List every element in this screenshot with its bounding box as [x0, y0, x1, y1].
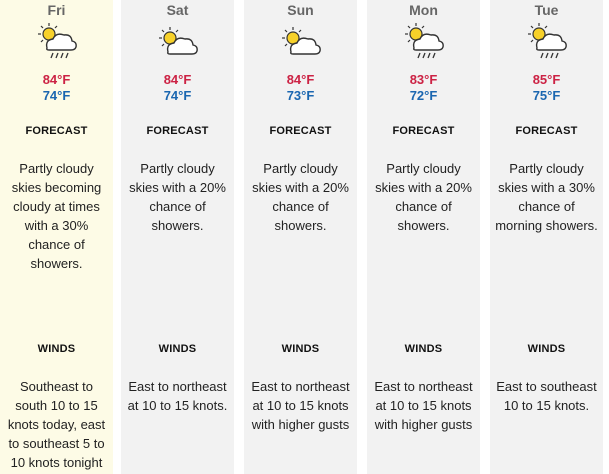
day-column-fri: [0, 0, 113, 474]
winds-description: [248, 377, 353, 434]
forecast-line: Partly cloudy: [19, 161, 94, 176]
forecast-line: Partly cloudy: [509, 161, 584, 176]
day-column-mon: [367, 0, 480, 474]
winds-line: south 10 to 15: [15, 398, 98, 413]
low-temperature: 74°F: [42, 88, 71, 103]
partly-cloudy-icon: [279, 22, 323, 62]
forecast-heading: FORECAST: [392, 125, 455, 137]
forecast-line: chance of: [28, 237, 85, 252]
forecast-heading: FORECAST: [515, 125, 578, 137]
forecast-description: [248, 159, 353, 235]
forecast-line: skies with a 20%: [375, 180, 472, 195]
winds-line: at 10 to 15 knots.: [127, 398, 228, 413]
winds-line: 10 to 15 knots.: [503, 398, 590, 413]
high-temperature: 85°F: [532, 72, 561, 87]
winds-description: [371, 377, 476, 434]
forecast-line: chance of: [149, 199, 206, 214]
forecast-line: skies with a 20%: [129, 180, 226, 195]
rain-partly-cloudy-icon: [35, 22, 79, 62]
day-column-tue: [490, 0, 603, 474]
day-name: Tue: [534, 2, 559, 18]
high-temperature: 84°F: [42, 72, 71, 87]
high-temperature: 84°F: [163, 72, 192, 87]
winds-description: [4, 377, 109, 472]
winds-line: East to northeast: [251, 379, 350, 394]
day-name: Mon: [409, 2, 438, 18]
winds-line: East to northeast: [374, 379, 473, 394]
low-temperature: 74°F: [163, 88, 192, 103]
winds-line: 10 knots tonight: [10, 455, 103, 470]
winds-line: Southeast to: [20, 379, 93, 394]
high-temperature: 84°F: [286, 72, 315, 87]
winds-heading: WINDS: [527, 343, 566, 355]
winds-line: with higher gusts: [251, 417, 350, 432]
high-temperature: 83°F: [409, 72, 438, 87]
winds-heading: WINDS: [158, 343, 197, 355]
winds-line: East to northeast: [128, 379, 227, 394]
forecast-line: cloudy at times: [13, 199, 100, 214]
rain-partly-cloudy-icon: [402, 22, 446, 62]
winds-line: East to southeast: [496, 379, 597, 394]
forecast-line: skies with a 30%: [498, 180, 595, 195]
winds-description: [494, 377, 599, 415]
forecast-heading: FORECAST: [269, 125, 332, 137]
winds-line: with higher gusts: [374, 417, 473, 432]
forecast-line: showers.: [397, 218, 450, 233]
forecast-line: skies with a 20%: [252, 180, 349, 195]
forecast-description: [371, 159, 476, 235]
forecast-description: [4, 159, 109, 273]
forecast-line: showers.: [151, 218, 204, 233]
winds-line: at 10 to 15 knots: [252, 398, 349, 413]
winds-heading: WINDS: [37, 343, 76, 355]
day-column-sat: [121, 0, 234, 474]
forecast-line: Partly cloudy: [263, 161, 338, 176]
forecast-line: Partly cloudy: [140, 161, 215, 176]
forecast-heading: FORECAST: [146, 125, 209, 137]
forecast-heading: FORECAST: [25, 125, 88, 137]
day-name: Fri: [47, 2, 66, 18]
forecast-line: morning showers.: [495, 218, 598, 233]
forecast-line: skies becoming: [11, 180, 102, 195]
forecast-line: chance of: [272, 199, 329, 214]
day-name: Sat: [166, 2, 189, 18]
forecast-description: [494, 159, 599, 235]
low-temperature: 72°F: [409, 88, 438, 103]
winds-line: to southeast 5 to: [8, 436, 105, 451]
forecast-line: with a 30%: [24, 218, 89, 233]
forecast-description: [125, 159, 230, 235]
winds-description: [125, 377, 230, 415]
winds-line: at 10 to 15 knots: [375, 398, 472, 413]
day-name: Sun: [287, 2, 314, 18]
winds-heading: WINDS: [404, 343, 443, 355]
low-temperature: 75°F: [532, 88, 561, 103]
forecast-line: Partly cloudy: [386, 161, 461, 176]
low-temperature: 73°F: [286, 88, 315, 103]
forecast-line: showers.: [274, 218, 327, 233]
rain-partly-cloudy-icon: [525, 22, 569, 62]
forecast-line: chance of: [395, 199, 452, 214]
day-column-sun: [244, 0, 357, 474]
forecast-line: chance of: [518, 199, 575, 214]
partly-cloudy-icon: [156, 22, 200, 62]
forecast-line: showers.: [30, 256, 83, 271]
winds-line: knots today, east: [7, 417, 106, 432]
winds-heading: WINDS: [281, 343, 320, 355]
